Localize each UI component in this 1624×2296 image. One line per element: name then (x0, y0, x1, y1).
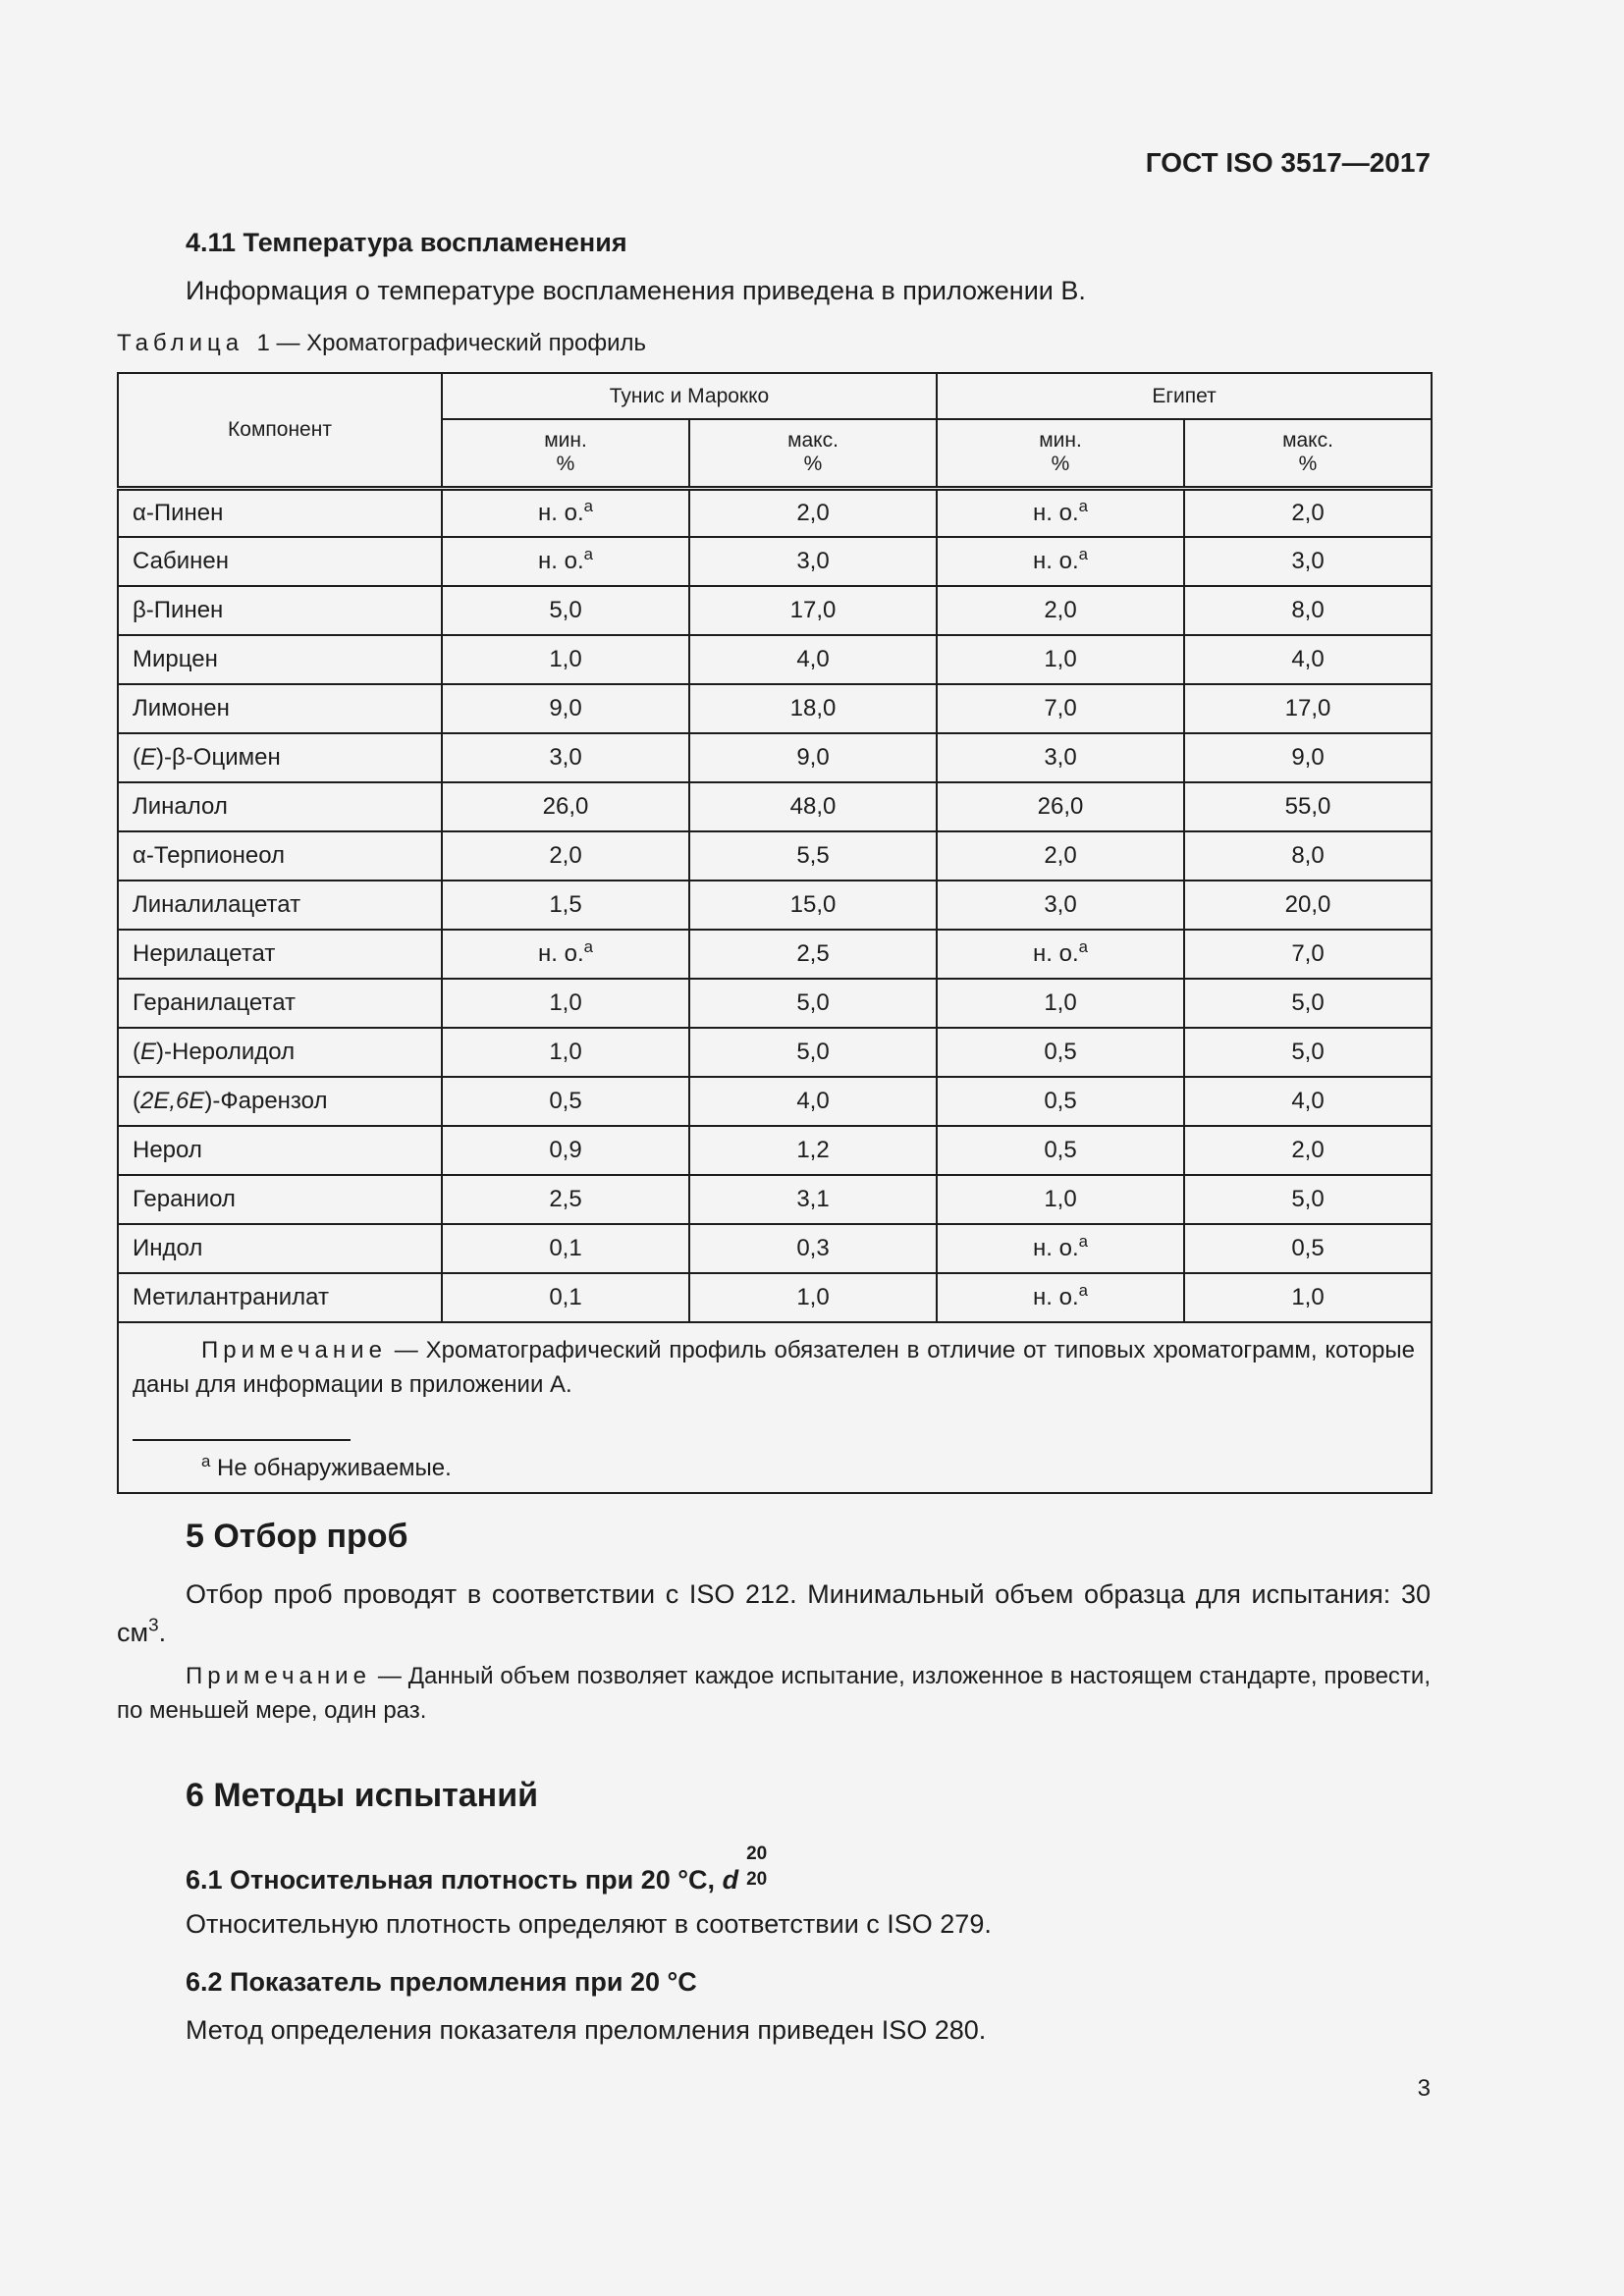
table-body (118, 488, 1432, 1322)
value-cell: 3,0 (1184, 537, 1432, 586)
section-6-2-heading: 6.2 Показатель преломления при 20 °С (186, 1967, 697, 1997)
table-row (118, 979, 1432, 1028)
table-row (118, 1077, 1432, 1126)
value-cell: 5,0 (442, 586, 689, 635)
value-cell: 1,0 (937, 1175, 1184, 1224)
component-name: Мирцен (118, 635, 442, 684)
value-cell: 0,9 (442, 1126, 689, 1175)
value-cell: 1,0 (442, 1028, 689, 1077)
value-cell: 2,5 (442, 1175, 689, 1224)
section-6-1-heading: 6.1 Относительная плотность при 20 °С, d 20 20 (186, 1843, 768, 1895)
value-cell: 55,0 (1184, 782, 1432, 831)
value-cell: 5,5 (689, 831, 937, 881)
value-cell: 2,0 (1184, 488, 1432, 537)
table-note (118, 1322, 1432, 1493)
value-cell: 3,0 (689, 537, 937, 586)
component-name: Гераниол (118, 1175, 442, 1224)
value-cell: 1,0 (442, 979, 689, 1028)
section-5-text: Отбор проб проводят в соответствии с ISO 212. Минимальный объем образца для испытания: 30 $см^3$. (117, 1579, 1431, 1647)
value-cell: 0,5 (1184, 1224, 1432, 1273)
density-sup: 20 (746, 1843, 768, 1864)
value-cell: 2,0 (442, 831, 689, 881)
document-id: ГОСТ ISO 3517—2017 (1145, 147, 1431, 178)
value-cell: 8,0 (1184, 586, 1432, 635)
component-name: (E)-β-Оцимен (118, 733, 442, 782)
value-cell: 1,0 (937, 635, 1184, 684)
value-cell: 26,0 (442, 782, 689, 831)
value-cell: 5,0 (1184, 1028, 1432, 1077)
value-cell: 3,0 (442, 733, 689, 782)
header-component: Компонент (118, 373, 442, 488)
value-cell: 4,0 (689, 1077, 937, 1126)
table-caption-label: Таблица (117, 330, 244, 356)
table-row (118, 733, 1432, 782)
page-number: 3 (1417, 2075, 1431, 2102)
value-cell: 18,0 (689, 684, 937, 733)
value-cell: 5,0 (689, 1028, 937, 1077)
component-name: α-Терпионеол (118, 831, 442, 881)
value-cell: 5,0 (1184, 979, 1432, 1028)
header-max-1: макс. % (689, 419, 937, 488)
table-row (118, 635, 1432, 684)
header-min-2: мин. % (937, 419, 1184, 488)
value-cell: 2,0 (689, 488, 937, 537)
value-cell: 0,1 (442, 1224, 689, 1273)
header-min-1: мин. % (442, 419, 689, 488)
value-cell: 1,0 (1184, 1273, 1432, 1322)
header-tunisia-morocco: Тунис и Марокко (442, 373, 937, 419)
value-cell: 4,0 (1184, 1077, 1432, 1126)
value-cell: 1,0 (937, 979, 1184, 1028)
section-5-note (117, 1659, 1431, 1728)
value-cell: 0,5 (937, 1126, 1184, 1175)
section-6-heading: 6 Методы испытаний (186, 1777, 539, 1814)
value-cell: 4,0 (689, 635, 937, 684)
value-cell: 2,0 (1184, 1126, 1432, 1175)
component-name: Лимонен (118, 684, 442, 733)
header-egypt: Египет (937, 373, 1432, 419)
component-name: Линалилацетат (118, 881, 442, 930)
component-name: Нерол (118, 1126, 442, 1175)
value-cell: н. о.$^a$ (937, 488, 1184, 537)
value-cell: 2,5 (689, 930, 937, 979)
value-cell: 7,0 (1184, 930, 1432, 979)
table-row (118, 930, 1432, 979)
section-5-heading: 5 Отбор проб (186, 1518, 408, 1555)
component-name: Линалол (118, 782, 442, 831)
table-row (118, 1273, 1432, 1322)
value-cell: 4,0 (1184, 635, 1432, 684)
table-row (118, 1126, 1432, 1175)
table-row (118, 881, 1432, 930)
value-cell: 1,2 (689, 1126, 937, 1175)
value-cell: 1,0 (442, 635, 689, 684)
component-name: Геранилацетат (118, 979, 442, 1028)
value-cell: 8,0 (1184, 831, 1432, 881)
value-cell: 0,5 (937, 1028, 1184, 1077)
component-name: Индол (118, 1224, 442, 1273)
value-cell: 17,0 (1184, 684, 1432, 733)
value-cell: 1,0 (689, 1273, 937, 1322)
table-row (118, 586, 1432, 635)
value-cell: 9,0 (442, 684, 689, 733)
value-cell: 15,0 (689, 881, 937, 930)
section-6-2-text: Метод определения показателя преломления приведен ISO 280. (186, 2015, 987, 2045)
value-cell: 2,0 (937, 586, 1184, 635)
value-cell: 48,0 (689, 782, 937, 831)
table-caption (117, 330, 646, 357)
value-cell: н. о.$^a$ (937, 1273, 1184, 1322)
value-cell: 9,0 (689, 733, 937, 782)
value-cell: 3,1 (689, 1175, 937, 1224)
value-cell: 3,0 (937, 881, 1184, 930)
value-cell: н. о.$^a$ (937, 537, 1184, 586)
component-name: Нерилацетат (118, 930, 442, 979)
component-name: (2E,6E)-Фарензол (118, 1077, 442, 1126)
chromatographic-profile-table (117, 372, 1433, 1494)
value-cell: н. о.$^a$ (937, 1224, 1184, 1273)
section-5-note-label: Примечание (186, 1663, 371, 1689)
table-caption-text: 1 — Хроматографический профиль (256, 330, 647, 356)
value-cell: 5,0 (1184, 1175, 1432, 1224)
value-cell: 0,1 (442, 1273, 689, 1322)
value-cell: 1,5 (442, 881, 689, 930)
table-row (118, 684, 1432, 733)
component-name: α-Пинен (118, 488, 442, 537)
value-cell: н. о.$^a$ (937, 930, 1184, 979)
value-cell: 7,0 (937, 684, 1184, 733)
component-name: β-Пинен (118, 586, 442, 635)
value-cell: 3,0 (937, 733, 1184, 782)
footnote-divider (133, 1439, 351, 1441)
header-max-2: макс. % (1184, 419, 1432, 488)
value-cell: 17,0 (689, 586, 937, 635)
value-cell: н. о.$^a$ (442, 537, 689, 586)
section-5-note-text: — Данный объем позволяет каждое испытание, изложенное в настоящем стандарте, провести, по меньшей мере, один раз. (117, 1663, 1431, 1724)
table-footnote (133, 1451, 1415, 1482)
section-4-11-text: Информация о температуре воспламенения приведена в приложении В. (186, 276, 1086, 305)
value-cell: н. о.$^a$ (442, 488, 689, 537)
component-name: Метилантранилат (118, 1273, 442, 1322)
table-row (118, 782, 1432, 831)
value-cell: 20,0 (1184, 881, 1432, 930)
value-cell: 0,5 (442, 1077, 689, 1126)
table-row (118, 1224, 1432, 1273)
table-row (118, 1028, 1432, 1077)
table-row (118, 488, 1432, 537)
footnote-mark: a (201, 1451, 211, 1470)
table-note-text: — Хроматографический профиль обязателен в отличие от типовых хроматограмм, которые даны для информации в приложении А. (133, 1337, 1415, 1398)
section-4-11-heading: 4.11 Температура воспламенения (186, 228, 627, 257)
value-cell: н. о.$^a$ (442, 930, 689, 979)
table-row (118, 831, 1432, 881)
density-sub: 20 (746, 1869, 768, 1890)
value-cell: 26,0 (937, 782, 1184, 831)
value-cell: 0,5 (937, 1077, 1184, 1126)
density-symbol: d (722, 1865, 739, 1895)
section-6-1-text: Относительную плотность определяют в соответствии с ISO 279. (186, 1909, 992, 1939)
table-row (118, 1175, 1432, 1224)
value-cell: 9,0 (1184, 733, 1432, 782)
component-name: Сабинен (118, 537, 442, 586)
footnote-text: Не обнаруживаемые. (210, 1455, 452, 1481)
component-name: (E)-Неролидол (118, 1028, 442, 1077)
value-cell: 0,3 (689, 1224, 937, 1273)
value-cell: 2,0 (937, 831, 1184, 881)
table-note-label: Примечание (201, 1337, 387, 1363)
value-cell: 5,0 (689, 979, 937, 1028)
table-row (118, 537, 1432, 586)
